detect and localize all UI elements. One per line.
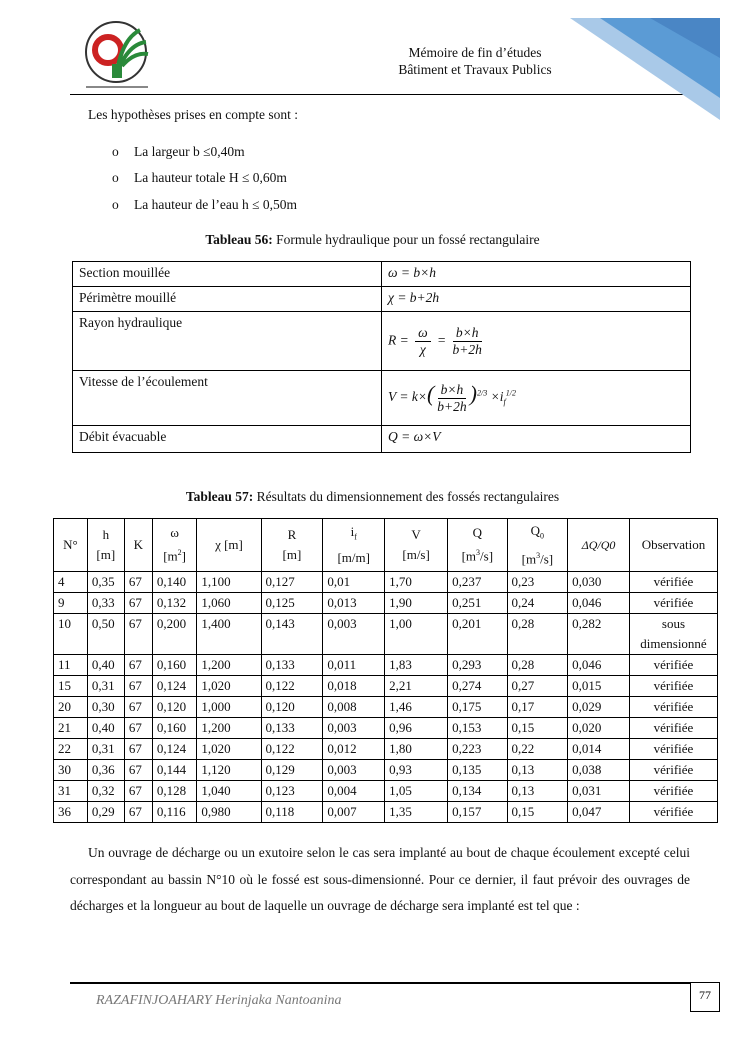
table-cell: 1,83 [385,655,448,676]
table-cell: 1,70 [385,572,448,593]
table-cell: 0,120 [261,697,323,718]
table-cell: 0,116 [152,802,197,823]
table-cell: 0,40 [87,655,124,676]
table-cell: 1,020 [197,739,261,760]
formula: Q = ω×V [382,426,691,453]
table-cell: 67 [124,593,152,614]
table-cell: 0,282 [568,614,630,655]
page-number: 77 [690,982,720,1012]
table-cell: 0,31 [87,739,124,760]
table-cell: 0,33 [87,593,124,614]
hydraulic-formula-table [72,261,691,453]
table-cell: 0,011 [323,655,385,676]
bullet-item: o La hauteur de l’eau h ≤ 0,50m [112,197,297,212]
table-cell: 67 [124,802,152,823]
table-cell: 1,400 [197,614,261,655]
school-logo [78,18,158,92]
table-cell: 1,200 [197,655,261,676]
table-cell: 1,90 [385,593,448,614]
table-cell: 0,153 [448,718,507,739]
bullet-item: o La hauteur totale H ≤ 0,60m [112,170,287,185]
observation-cell: sous dimensionné [629,614,717,655]
table-cell: 0,200 [152,614,197,655]
body-paragraph: Un ouvrage de décharge ou un exutoire selon le cas sera implanté au bout de chaque écoulement excepté celui correspondant au bassin N°10 où le fossé est sous-dimensionné. Pour ce dernier, il faut prévoir des ouvrages de décharges et la longueur au bout de laquelle un ouvrage de décharge sera implanté est tel que : [70,845,690,913]
intro-text: Les hypothèses prises en compte sont : [88,107,298,122]
table-cell: 0,160 [152,655,197,676]
row-label: Débit évacuable [73,426,382,453]
table-cell: 67 [124,655,152,676]
table-cell: 0,120 [152,697,197,718]
column-header: h [m] [87,519,124,572]
table-cell: 11 [54,655,88,676]
table-cell: 0,007 [323,802,385,823]
table-cell: 0,31 [87,676,124,697]
table-cell: 0,251 [448,593,507,614]
table-row [54,697,718,718]
table-cell: 0,13 [507,781,568,802]
table-row [54,593,718,614]
observation-cell: vérifiée [629,593,717,614]
table-cell: 0,123 [261,781,323,802]
table-cell: 0,28 [507,614,568,655]
table-cell: 0,15 [507,802,568,823]
table-cell: 0,020 [568,718,630,739]
table-cell: 67 [124,760,152,781]
table-row [54,572,718,593]
table-cell: 0,125 [261,593,323,614]
table-cell: 0,003 [323,718,385,739]
column-header: V [m/s] [385,519,448,572]
table-cell: 0,96 [385,718,448,739]
table-cell: 0,30 [87,697,124,718]
table-cell: 1,46 [385,697,448,718]
column-header: $Q_0$ $[m^3/s]$ [507,519,568,572]
table-cell: 0,50 [87,614,124,655]
observation-cell: vérifiée [629,655,717,676]
table-cell: 2,21 [385,676,448,697]
table-cell: 67 [124,676,152,697]
table-cell: 1,000 [197,697,261,718]
table-cell: 0,140 [152,572,197,593]
column-header: $i_f$ [m/m] [323,519,385,572]
table-cell: 0,029 [568,697,630,718]
table-cell: 0,237 [448,572,507,593]
table-cell: 0,134 [448,781,507,802]
column-header: R [m] [261,519,323,572]
table-cell: 0,014 [568,739,630,760]
table-cell: 0,015 [568,676,630,697]
table-cell: 0,223 [448,739,507,760]
table-cell: 0,031 [568,781,630,802]
row-label: Vitesse de l’écoulement [73,371,382,426]
table-cell: 0,175 [448,697,507,718]
table-cell: 0,15 [507,718,568,739]
table-cell: 0,293 [448,655,507,676]
observation-cell: vérifiée [629,802,717,823]
formula: ω = b×h [382,262,691,287]
table57-caption: Tableau 57: Résultats du dimensionnement des fossés rectangulaires [185,489,560,504]
column-header: N° [54,519,88,572]
table-cell: 0,038 [568,760,630,781]
table-cell: 0,018 [323,676,385,697]
table-cell: 0,143 [261,614,323,655]
observation-cell: vérifiée [629,760,717,781]
table-cell: 0,22 [507,739,568,760]
formula: V = k×( $\frac{b\times h}{b+2h}$ )$^{2/3} \times i_f^{1/2}$ [382,371,691,426]
table-cell: 15 [54,676,88,697]
table-cell: 0,135 [448,760,507,781]
table-cell: 0,157 [448,802,507,823]
table-cell: 0,133 [261,655,323,676]
table-cell: 1,05 [385,781,448,802]
observation-cell: vérifiée [629,781,717,802]
table-cell: 67 [124,614,152,655]
table-row [54,676,718,697]
column-header: Observation [629,519,717,572]
table-cell: 0,160 [152,718,197,739]
table-cell: 0,29 [87,802,124,823]
table-cell: 0,144 [152,760,197,781]
column-header: ω $[m^2]$ [152,519,197,572]
table-cell: 20 [54,697,88,718]
table-cell: 0,046 [568,593,630,614]
table-cell: 0,030 [568,572,630,593]
column-header: Q $[m^3/s]$ [448,519,507,572]
footer-rule [70,982,690,984]
row-label: Rayon hydraulique [73,312,382,371]
bullet-item: o La largeur b ≤0,40m [112,144,245,159]
table-cell: 0,118 [261,802,323,823]
table-cell: 22 [54,739,88,760]
table-cell: 0,93 [385,760,448,781]
table-cell: 0,046 [568,655,630,676]
table-cell: 0,008 [323,697,385,718]
table-cell: 0,274 [448,676,507,697]
table-cell: 0,36 [87,760,124,781]
row-label: Périmètre mouillé [73,287,382,312]
table-cell: 1,040 [197,781,261,802]
table-cell: 0,01 [323,572,385,593]
table-cell: 0,122 [261,676,323,697]
running-header [370,44,580,78]
table-row [54,655,718,676]
table-cell: 0,124 [152,676,197,697]
table-cell: 0,122 [261,739,323,760]
table-cell: 0,23 [507,572,568,593]
table-cell: 0,129 [261,760,323,781]
column-header: K [124,519,152,572]
ditch-results-table [53,518,718,823]
column-header: χ [m] [197,519,261,572]
footer-author: RAZAFINJOAHARY Herinjaka Nantoanina [96,993,342,1008]
table-cell: 0,047 [568,802,630,823]
table-cell: 0,124 [152,739,197,760]
header-line-2: Bâtiment et Travaux Publics [398,62,552,77]
table-cell: 0,003 [323,760,385,781]
table-cell: 0,35 [87,572,124,593]
table-cell: 21 [54,718,88,739]
table-cell: 36 [54,802,88,823]
table-cell: 0,003 [323,614,385,655]
observation-cell: vérifiée [629,572,717,593]
observation-cell: vérifiée [629,676,717,697]
header-line-1: Mémoire de fin d’études [408,45,542,60]
table-row [54,760,718,781]
table-cell: 0,132 [152,593,197,614]
table-cell: 0,40 [87,718,124,739]
table-cell: 0,980 [197,802,261,823]
table-cell: 67 [124,697,152,718]
table-row [54,718,718,739]
observation-cell: vérifiée [629,697,717,718]
table-cell: 0,17 [507,697,568,718]
table-cell: 1,100 [197,572,261,593]
observation-cell: vérifiée [629,739,717,760]
table-cell: 0,201 [448,614,507,655]
table56-caption: Tableau 56: Formule hydraulique pour un fossé rectangulaire [205,232,540,247]
table-cell: 0,133 [261,718,323,739]
table-cell: 67 [124,718,152,739]
corner-decoration [570,18,720,120]
table-cell: 0,128 [152,781,197,802]
formula: R = $\frac{\omega}{\chi}$ = $\frac{b\times h}{b+2h}$ [382,312,691,371]
table-cell: 30 [54,760,88,781]
table-cell: 67 [124,572,152,593]
table-cell: 0,004 [323,781,385,802]
table-cell: 9 [54,593,88,614]
table-row [54,781,718,802]
table-cell: 0,013 [323,593,385,614]
table-cell: 0,127 [261,572,323,593]
table-row [54,802,718,823]
table-cell: 1,00 [385,614,448,655]
table-cell: 67 [124,739,152,760]
table-row [54,739,718,760]
table-cell: 1,120 [197,760,261,781]
formula: χ = b+2h [382,287,691,312]
table-cell: 1,35 [385,802,448,823]
table-cell: 0,28 [507,655,568,676]
table-cell: 1,020 [197,676,261,697]
table-cell: 67 [124,781,152,802]
table-cell: 1,060 [197,593,261,614]
table-row [54,614,718,655]
observation-cell: vérifiée [629,718,717,739]
table-cell: 0,24 [507,593,568,614]
row-label: Section mouillée [73,262,382,287]
delta-q-ratio-header: ΔQ/Q0 [568,519,630,572]
table-cell: 1,80 [385,739,448,760]
table-cell: 0,27 [507,676,568,697]
table-cell: 1,200 [197,718,261,739]
table-cell: 4 [54,572,88,593]
table-cell: 0,13 [507,760,568,781]
table-cell: 31 [54,781,88,802]
table-cell: 0,012 [323,739,385,760]
table-cell: 0,32 [87,781,124,802]
table-cell: 10 [54,614,88,655]
